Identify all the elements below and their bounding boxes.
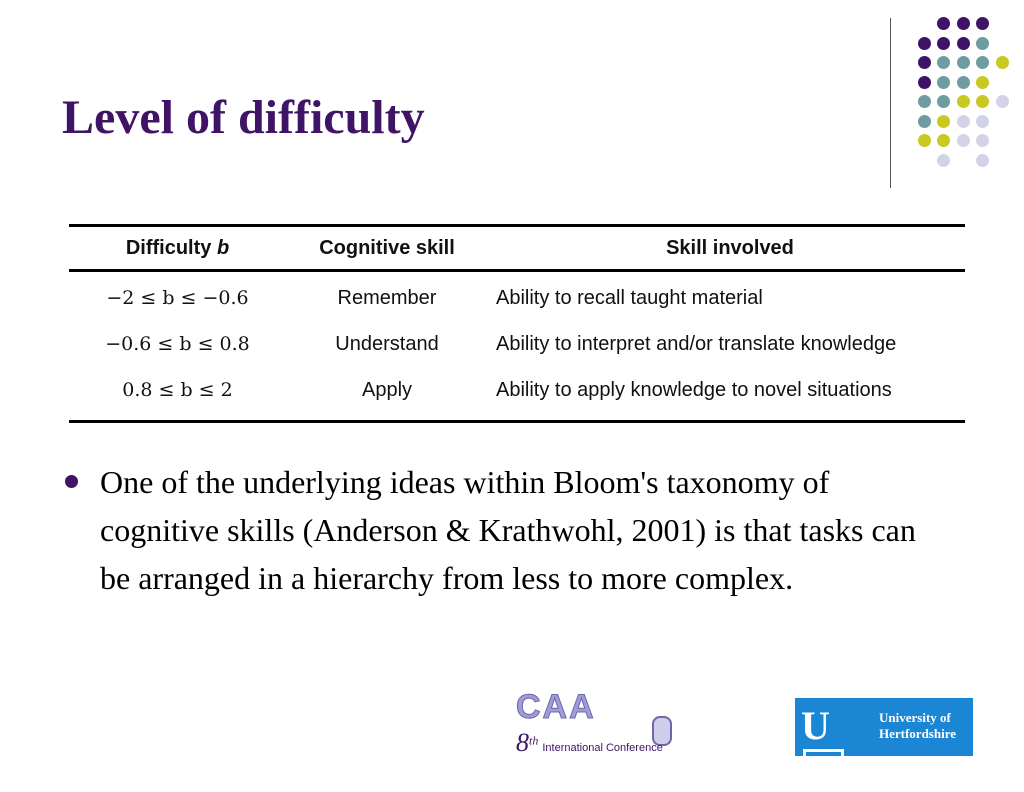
- skill-involved: Ability to interpret and/or translate knowledge: [496, 332, 897, 355]
- table-row: [69, 271, 965, 322]
- decorative-dot: [957, 76, 970, 89]
- decorative-dot: [918, 56, 931, 69]
- decorative-dot: [976, 115, 989, 128]
- decorative-dot: [918, 95, 931, 108]
- decorative-dot: [996, 95, 1009, 108]
- decorative-dot: [957, 115, 970, 128]
- decorative-dot: [937, 154, 950, 167]
- decorative-divider: [890, 18, 891, 188]
- difficulty-range: −2 ≤ b ≤ −0.6: [106, 287, 249, 309]
- decorative-dot: [957, 17, 970, 30]
- cognitive-skill: Understand: [335, 332, 439, 355]
- bullet-dot-icon: [65, 475, 78, 488]
- decorative-dot: [976, 76, 989, 89]
- uh-monogram: UH: [801, 704, 867, 748]
- decorative-dot: [918, 76, 931, 89]
- decorative-dot: [937, 17, 950, 30]
- cognitive-skill: Apply: [361, 378, 413, 401]
- caa-subtitle: 8th International Conference: [516, 728, 663, 757]
- decorative-dot: [918, 134, 931, 147]
- decorative-dot: [918, 115, 931, 128]
- decorative-dot: [976, 134, 989, 147]
- difficulty-range: 0.8 ≤ b ≤ 2: [122, 379, 233, 401]
- header-skill-involved: Skill involved: [666, 236, 794, 259]
- decorative-dot-grid: [0, 0, 1024, 200]
- decorative-dot: [957, 56, 970, 69]
- decorative-dot: [918, 37, 931, 50]
- skill-involved: Ability to recall taught material: [496, 286, 763, 309]
- university-of-hertfordshire-logo: [795, 698, 973, 792]
- decorative-dot: [976, 154, 989, 167]
- cognitive-skill: Remember: [337, 286, 437, 309]
- decorative-dot: [957, 134, 970, 147]
- header-cognitive-skill: Cognitive skill: [319, 236, 455, 259]
- decorative-dot: [976, 37, 989, 50]
- table-header-row: [69, 226, 965, 271]
- uh-name: University of Hertfordshire: [879, 710, 957, 741]
- decorative-dot: [937, 134, 950, 147]
- bullet-text: One of the underlying ideas within Bloom's taxonomy of cognitive skills (Anderson & Krathwohl, 2001) is that tasks can be arranged in a hierarchy from less to more complex.: [100, 464, 916, 596]
- decorative-dot: [957, 95, 970, 108]
- decorative-dot: [937, 56, 950, 69]
- decorative-dot: [976, 17, 989, 30]
- caa-wordmark: CAA: [516, 688, 596, 726]
- decorative-dot: [937, 115, 950, 128]
- slide-title: Level of difficulty: [62, 91, 425, 144]
- decorative-dot: [957, 37, 970, 50]
- difficulty-range: −0.6 ≤ b ≤ 0.8: [105, 333, 250, 355]
- table-row: [69, 367, 965, 422]
- bullet-item: [62, 458, 932, 602]
- decorative-dot: [996, 56, 1009, 69]
- caa-conference-logo: [512, 688, 677, 758]
- decorative-dot: [937, 37, 950, 50]
- difficulty-table: [69, 224, 965, 423]
- header-difficulty: Difficulty b: [125, 236, 230, 259]
- skill-involved: Ability to apply knowledge to novel situations: [496, 378, 892, 401]
- decorative-dot: [937, 76, 950, 89]
- table-row: [69, 321, 965, 367]
- decorative-dot: [976, 95, 989, 108]
- decorative-dot: [937, 95, 950, 108]
- decorative-dot: [976, 56, 989, 69]
